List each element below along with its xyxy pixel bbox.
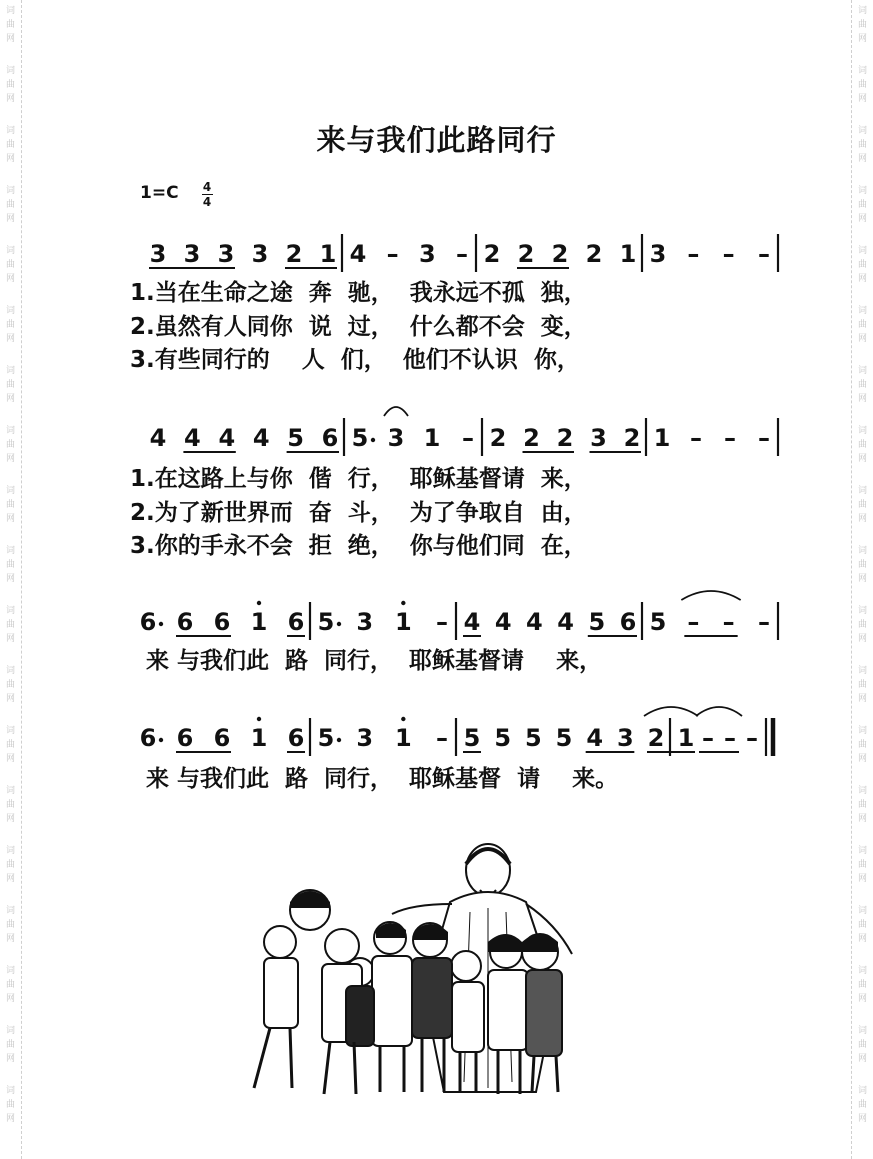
note-digit: 6 — [287, 724, 305, 752]
note — [490, 424, 507, 452]
note-digit: 3 — [149, 240, 167, 268]
score-system-2 — [0, 410, 873, 560]
watermark-text: 词曲网 — [5, 66, 15, 104]
note-digit: – — [436, 724, 448, 752]
note-digit: 3 — [217, 240, 235, 268]
lyric-line: 2.为了新世界而 奋 斗， 为了争取自 由， — [130, 500, 587, 526]
note — [690, 424, 702, 452]
note — [724, 724, 736, 752]
note — [650, 608, 667, 636]
note-digit: 3 — [387, 424, 405, 452]
watermark-text: 词曲网 — [857, 606, 867, 644]
note-digit: – — [687, 608, 700, 636]
watermark-text: 词曲网 — [5, 126, 15, 164]
note-digit: – — [386, 240, 399, 268]
note — [624, 424, 641, 452]
watermark-text: 词曲网 — [857, 426, 867, 464]
note — [723, 608, 735, 636]
note-digit: 5 — [524, 724, 542, 752]
note-digit: 6 — [176, 608, 194, 636]
watermark-text: 词曲网 — [5, 546, 15, 584]
lyric-line: 来 与我们此 路 同行， 耶稣基督 请 来。 — [146, 766, 619, 792]
note-digit: 1 — [423, 424, 441, 452]
note-digit: 2 — [517, 240, 535, 268]
note-digit: – — [746, 724, 758, 752]
note-digit: 3 — [183, 240, 201, 268]
note-digit: 3 — [356, 608, 374, 636]
note-digit: – — [722, 608, 735, 636]
lyric-line: 2.虽然有人同你 说 过， 什么都不会 变， — [130, 314, 587, 340]
slur — [384, 407, 408, 416]
watermark-text: 词曲网 — [5, 966, 15, 1004]
jesus-with-children-icon — [230, 842, 590, 1102]
note — [251, 601, 268, 636]
note-digit: 4 — [494, 608, 512, 636]
note — [702, 724, 714, 752]
watermark-text: 词曲网 — [857, 366, 867, 404]
note — [214, 724, 231, 752]
note — [494, 724, 511, 752]
note-digit: 5 — [317, 724, 335, 752]
note — [322, 424, 339, 452]
note-digit: 3 — [616, 724, 634, 752]
watermark-text: 词曲网 — [857, 126, 867, 164]
watermark-text: 词曲网 — [857, 666, 867, 704]
note-digit: 1 — [677, 724, 695, 752]
note — [356, 724, 373, 752]
note-digit: 3 — [356, 724, 374, 752]
watermark-text: 词曲网 — [857, 6, 867, 44]
note-digit: – — [456, 240, 468, 268]
note-digit: 1 — [619, 240, 637, 268]
song-title: 来与我们此路同行 — [316, 123, 557, 157]
note — [184, 424, 201, 452]
note-digit: 2 — [523, 424, 540, 452]
note-digit: – — [722, 240, 735, 268]
note — [557, 424, 574, 452]
note — [456, 240, 468, 268]
note — [287, 424, 304, 452]
note-digit: 4 — [349, 240, 367, 268]
note-digit: 6 — [287, 608, 305, 636]
note — [724, 424, 736, 452]
note — [177, 724, 194, 752]
watermark-text: 词曲网 — [857, 906, 867, 944]
lyric-line: 1.在这路上与你 偕 行， 耶稣基督请 来， — [130, 466, 587, 492]
watermark-text: 词曲网 — [5, 1086, 15, 1124]
note-digit: 1 — [394, 724, 412, 752]
watermark-text: 词曲网 — [857, 1086, 867, 1124]
note — [356, 608, 373, 636]
note — [387, 240, 399, 268]
watermark-text: 词曲网 — [5, 906, 15, 944]
note — [424, 424, 441, 452]
note-digit: 2 — [551, 240, 569, 268]
note — [758, 608, 770, 636]
note-digit: 1 — [250, 608, 268, 636]
note-digit: 2 — [483, 240, 501, 268]
note — [678, 724, 695, 752]
lyric-line: 1.当在生命之途 奔 驰， 我永远不孤 独， — [130, 280, 587, 306]
note — [723, 240, 735, 268]
watermark-text: 词曲网 — [5, 1026, 15, 1064]
note — [436, 724, 448, 752]
note-digit: 2 — [585, 240, 603, 268]
note-digit: 1 — [250, 724, 268, 752]
time-signature-bottom: 4 — [202, 195, 212, 209]
slur — [681, 591, 740, 600]
note — [650, 240, 667, 268]
watermark-text: 词曲网 — [857, 846, 867, 884]
time-signature — [201, 180, 213, 209]
note-digit: 5 — [463, 724, 481, 752]
watermark-text: 词曲网 — [857, 1026, 867, 1064]
note-digit: 6 — [321, 424, 339, 452]
note-digit: 5 — [649, 608, 667, 636]
note-digit: 6 — [139, 724, 157, 752]
note-digit: 4 — [184, 424, 201, 452]
note — [352, 424, 376, 452]
note — [436, 608, 448, 636]
note — [586, 240, 603, 268]
watermark-text: 词曲网 — [5, 606, 15, 644]
note — [251, 717, 268, 752]
watermark-text: 词曲网 — [5, 486, 15, 524]
watermark-text: 词曲网 — [857, 246, 867, 284]
note-digit: – — [436, 608, 448, 636]
watermark-text: 词曲网 — [5, 846, 15, 884]
note-digit: 2 — [623, 424, 641, 452]
note — [758, 424, 770, 452]
note — [648, 724, 665, 752]
note-digit: – — [687, 240, 700, 268]
watermark-text: 词曲网 — [5, 426, 15, 464]
note-digit: – — [702, 724, 714, 752]
note — [288, 608, 305, 636]
watermark-text: 词曲网 — [857, 186, 867, 224]
note — [395, 717, 412, 752]
note-digit: 2 — [556, 424, 574, 452]
note-digit: 1 — [319, 240, 337, 268]
note-digit: 4 — [526, 608, 543, 636]
note-digit: – — [758, 424, 770, 452]
note-digit: 4 — [463, 608, 481, 636]
note — [464, 724, 481, 752]
watermark-text: 词曲网 — [5, 726, 15, 764]
note-digit: 5 — [287, 424, 304, 452]
note — [419, 240, 436, 268]
note — [590, 424, 607, 452]
note-digit: 6 — [619, 608, 637, 636]
note-digit: – — [690, 424, 702, 452]
note — [687, 240, 699, 268]
score-system-1 — [0, 226, 873, 376]
note — [556, 724, 573, 752]
note — [617, 724, 634, 752]
watermark-text: 词曲网 — [5, 6, 15, 44]
watermark-text: 词曲网 — [5, 186, 15, 224]
watermark-text: 词曲网 — [857, 966, 867, 1004]
notation-line-3 — [0, 594, 873, 654]
note — [586, 724, 603, 752]
notation-line-1 — [0, 226, 873, 286]
note — [140, 608, 164, 636]
note-digit: 2 — [489, 424, 507, 452]
note — [388, 424, 405, 452]
note — [462, 424, 474, 452]
note-digit: 4 — [218, 424, 236, 452]
slur — [696, 707, 742, 716]
note — [184, 240, 201, 268]
note — [523, 424, 540, 452]
watermark-text: 词曲网 — [857, 546, 867, 584]
watermark-text: 词曲网 — [857, 66, 867, 104]
note — [746, 724, 758, 752]
note — [557, 608, 574, 636]
note — [620, 608, 637, 636]
watermark-text: 词曲网 — [5, 786, 15, 824]
watermark-text: 词曲网 — [5, 246, 15, 284]
note — [758, 240, 770, 268]
note — [318, 724, 342, 752]
watermark-text: 词曲网 — [857, 486, 867, 524]
watermark-text: 词曲网 — [857, 786, 867, 824]
note-digit: 6 — [213, 724, 231, 752]
note — [318, 608, 342, 636]
note — [518, 240, 535, 268]
note-digit: – — [758, 240, 770, 268]
note — [252, 240, 269, 268]
note-digit: 6 — [213, 608, 231, 636]
note-digit: 4 — [149, 424, 167, 452]
note-digit: 5 — [351, 424, 369, 452]
note-digit: – — [724, 724, 736, 752]
note-digit: – — [758, 608, 770, 636]
note-digit: 3 — [251, 240, 269, 268]
note-digit: 4 — [557, 608, 574, 636]
lyric-line: 3.有些同行的 人 们， 他们不认识 你， — [130, 347, 580, 373]
note-digit: 3 — [590, 424, 607, 452]
note-digit: 1 — [394, 608, 412, 636]
note — [214, 608, 231, 636]
note-digit: 4 — [252, 424, 270, 452]
note — [140, 724, 164, 752]
watermark-text: 词曲网 — [857, 726, 867, 764]
note — [654, 424, 671, 452]
slur — [644, 707, 698, 716]
note — [286, 240, 303, 268]
watermark-text: 词曲网 — [5, 366, 15, 404]
note — [350, 240, 367, 268]
note — [552, 240, 569, 268]
time-signature-top: 4 — [202, 180, 212, 194]
note-digit: 1 — [653, 424, 671, 452]
key-signature: 1=C — [140, 183, 179, 203]
note — [484, 240, 501, 268]
notation-line-4 — [0, 710, 873, 770]
watermark-text: 词曲网 — [5, 666, 15, 704]
note — [464, 608, 481, 636]
note — [495, 608, 512, 636]
note — [525, 724, 542, 752]
note-digit: 5 — [317, 608, 335, 636]
note — [288, 724, 305, 752]
note — [526, 608, 543, 636]
note-digit: 6 — [139, 608, 157, 636]
note — [150, 424, 167, 452]
score-system-3 — [0, 594, 873, 674]
note-digit: 2 — [647, 724, 665, 752]
note — [253, 424, 270, 452]
note — [218, 240, 235, 268]
note-digit: 3 — [649, 240, 667, 268]
lyric-line: 来 与我们此 路 同行， 耶稣基督请 来， — [146, 648, 603, 674]
watermark-text: 词曲网 — [5, 306, 15, 344]
note-digit: 2 — [285, 240, 303, 268]
watermark-text: 词曲网 — [857, 306, 867, 344]
note-digit: 3 — [418, 240, 436, 268]
note — [218, 424, 235, 452]
note — [177, 608, 194, 636]
lyric-line: 3.你的手永不会 拒 绝， 你与他们同 在， — [130, 533, 587, 559]
note-digit: 4 — [586, 724, 604, 752]
note-digit: 5 — [555, 724, 573, 752]
score-system-4 — [0, 710, 873, 790]
note — [395, 601, 412, 636]
note — [687, 608, 699, 636]
notation-line-2 — [0, 410, 873, 470]
note — [150, 240, 167, 268]
note-digit: 5 — [494, 724, 512, 752]
note-digit: – — [462, 424, 474, 452]
right-watermark-strip — [851, 0, 873, 1159]
note-digit: 5 — [588, 608, 606, 636]
note-digit: – — [724, 424, 736, 452]
note — [620, 240, 637, 268]
left-watermark-strip — [0, 0, 22, 1159]
note — [588, 608, 605, 636]
note — [320, 240, 337, 268]
note-digit: 6 — [176, 724, 194, 752]
